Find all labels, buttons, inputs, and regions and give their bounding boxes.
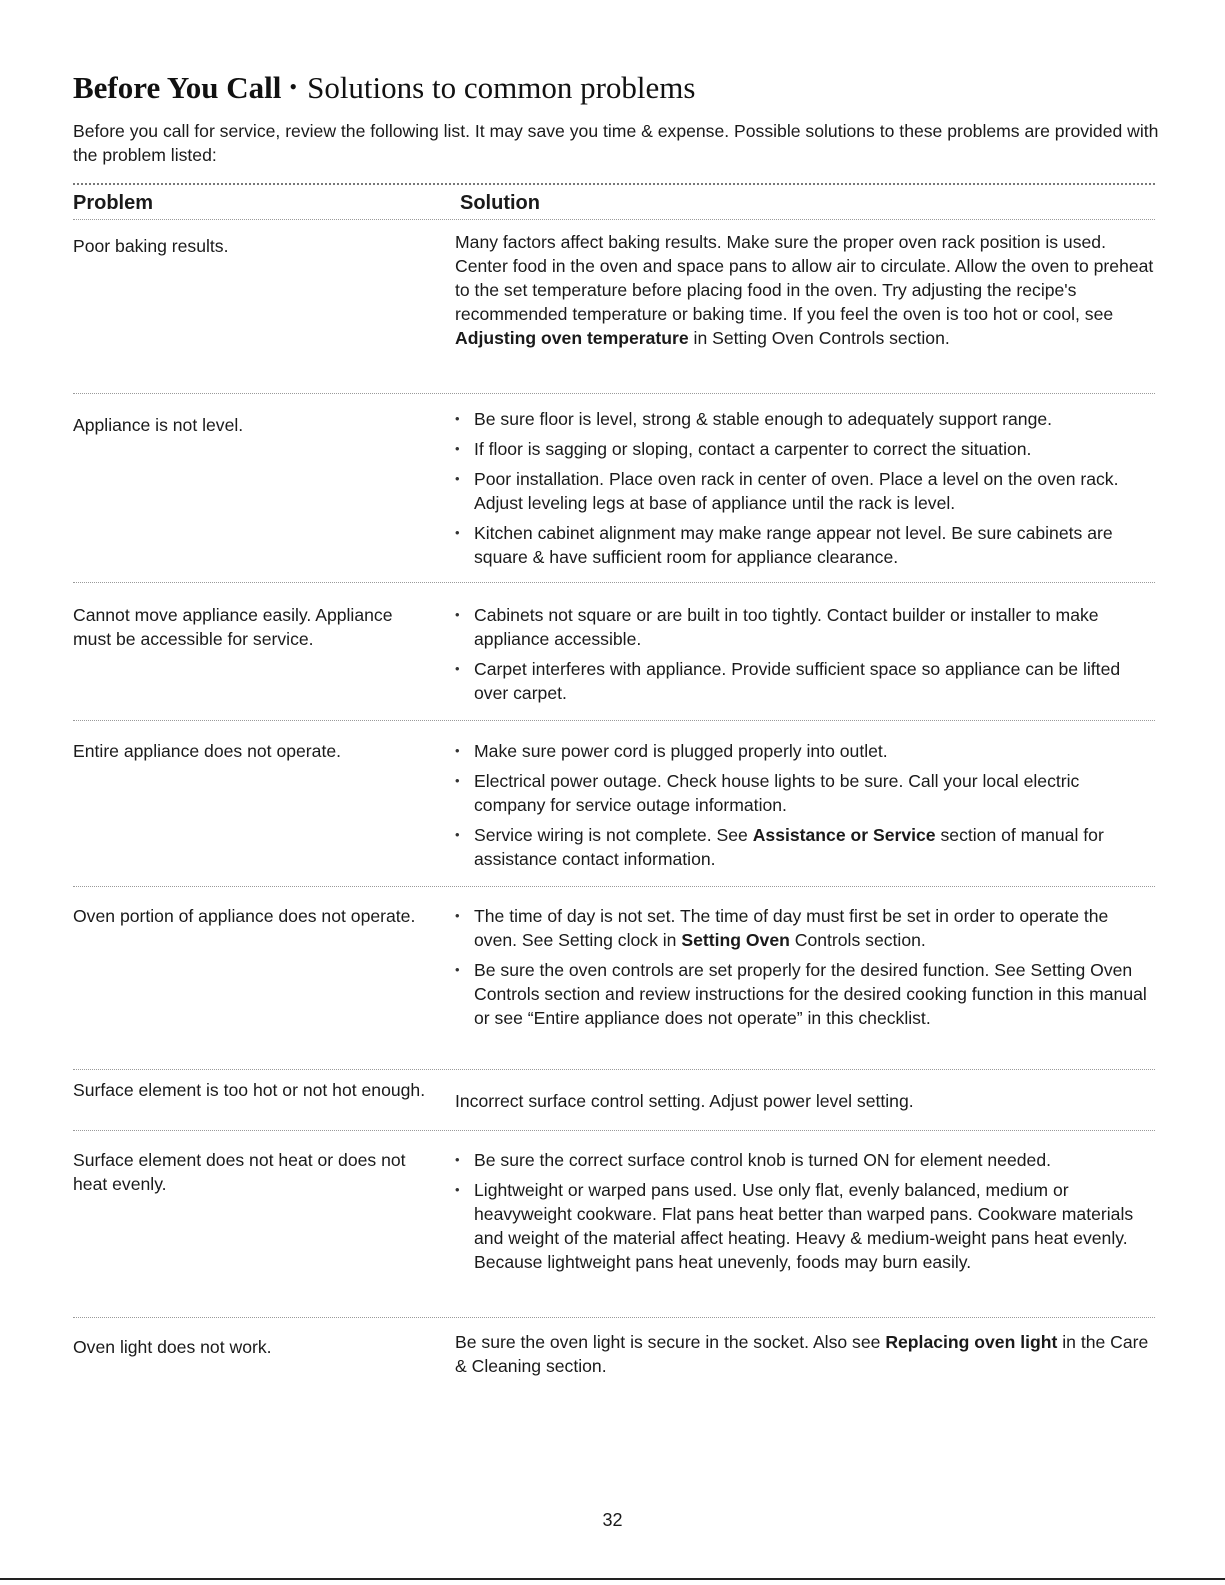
intro-paragraph: Before you call for service, review the following list. It may save you time & expense. Possible solutions to these problems are provided with the problem listed: bbox=[73, 121, 1159, 165]
problem-poor-baking: Poor baking results. bbox=[73, 236, 229, 256]
list-item: • Electrical power outage. Check house lights to be sure. Call your local electric company for service outage information. bbox=[455, 769, 1155, 817]
solution-text: section of manual for assistance contact information. bbox=[474, 825, 1104, 869]
solution-text: in Setting Oven Controls section. bbox=[688, 328, 950, 348]
page-bottom-edge bbox=[0, 1578, 1225, 1580]
list-item bbox=[455, 904, 1155, 952]
row-divider bbox=[73, 1130, 1155, 1131]
problem-oven-portion: Oven portion of appliance does not operate. bbox=[73, 906, 416, 926]
problem-column-header: Problem bbox=[73, 192, 154, 214]
row-divider bbox=[73, 582, 1155, 583]
solution-text: Service wiring is not complete. See bbox=[474, 825, 753, 845]
solution-oven-light bbox=[455, 1330, 1155, 1378]
row-divider bbox=[73, 720, 1155, 721]
page-subtitle: Solutions to common problems bbox=[307, 70, 696, 105]
list-item: • Carpet interferes with appliance. Provide sufficient space so appliance can be lifted over carpet. bbox=[455, 657, 1155, 705]
reference-link-text: Setting Oven bbox=[681, 930, 790, 950]
list-item: • Be sure the oven controls are set properly for the desired function. See Setting Oven Controls section and review instructions for the desired cooking function in this manual or see “Entire appliance does not operate” in this checklist. bbox=[455, 958, 1155, 1030]
list-item: • Lightweight or warped pans used. Use only flat, evenly balanced, medium or heavyweight cookware. Flat pans heat better than warped pans. Cookware materials and weight of the material affect heating. Heavy & medium-weight pans heat evenly. Because lightweight pans heat unevenly, foods may burn easily. bbox=[455, 1178, 1155, 1274]
list-item: • Make sure power cord is plugged properly into outlet. bbox=[455, 739, 1155, 763]
solution-text: Controls section. bbox=[789, 930, 926, 950]
solution-text: in the Care & Cleaning section. bbox=[455, 1332, 1149, 1376]
page-title-bold: Before You Call bbox=[73, 70, 282, 105]
reference-link-text: Adjusting oven temperature bbox=[455, 328, 689, 348]
problem-oven-light: Oven light does not work. bbox=[73, 1337, 272, 1357]
list-item: • Be sure the correct surface control knob is turned ON for element needed. bbox=[455, 1148, 1155, 1172]
problem-surface-not-heat: Surface element does not heat or does not heat evenly. bbox=[73, 1150, 406, 1194]
row-divider bbox=[73, 1317, 1155, 1318]
list-item: • Cabinets not square or are built in too tightly. Contact builder or installer to make appliance accessible. bbox=[455, 603, 1155, 651]
solution-list-does-not-operate bbox=[455, 739, 1155, 877]
solution-list-cannot-move bbox=[455, 603, 1155, 711]
list-item bbox=[455, 823, 1155, 871]
header-rule bbox=[73, 219, 1155, 220]
list-item: • If floor is sagging or sloping, contact a carpenter to correct the situation. bbox=[455, 437, 1155, 461]
row-divider bbox=[73, 1069, 1155, 1070]
solution-list-oven-portion bbox=[455, 904, 1155, 1036]
solution-list-not-level bbox=[455, 407, 1155, 575]
problem-does-not-operate: Entire appliance does not operate. bbox=[73, 741, 342, 761]
page-number: 32 bbox=[602, 1510, 623, 1530]
solution-poor-baking bbox=[455, 230, 1155, 350]
list-item: • Kitchen cabinet alignment may make range appear not level. Be sure cabinets are square & have sufficient room for appliance clearance. bbox=[455, 521, 1155, 569]
solution-text: The time of day is not set. The time of day must first be set in order to operate the oven. See Setting clock in bbox=[474, 906, 1109, 950]
solution-text: Be sure the oven light is secure in the socket. Also see bbox=[455, 1332, 886, 1352]
solution-text: Many factors affect baking results. Make sure the proper oven rack position is used. Center food in the oven and space pans to allow air to circulate. Allow the oven to preheat to the set temperature before placing food in the oven. Try adjusting the recipe's recommended temperature or baking time. If you feel the oven is too hot or cool, see bbox=[455, 232, 1154, 324]
reference-link-text: Replacing oven light bbox=[885, 1332, 1058, 1352]
row-divider bbox=[73, 886, 1155, 887]
title-separator: • bbox=[289, 74, 298, 99]
page-title bbox=[73, 70, 695, 106]
problem-cannot-move: Cannot move appliance easily. Appliance must be accessible for service. bbox=[73, 605, 393, 649]
solution-column-header: Solution bbox=[460, 192, 540, 214]
list-item: • Be sure floor is level, strong & stable enough to adequately support range. bbox=[455, 407, 1155, 431]
solution-list-surface-not-heat bbox=[455, 1148, 1155, 1280]
table-top-rule bbox=[73, 183, 1155, 185]
problem-surface-too-hot: Surface element is too hot or not hot enough. bbox=[73, 1080, 426, 1100]
solution-surface-too-hot: Incorrect surface control setting. Adjust power level setting. bbox=[455, 1091, 914, 1111]
problem-not-level: Appliance is not level. bbox=[73, 415, 244, 435]
reference-link-text: Assistance or Service bbox=[752, 825, 936, 845]
list-item: • Poor installation. Place oven rack in center of oven. Place a level on the oven rack. Adjust leveling legs at base of appliance until the rack is level. bbox=[455, 467, 1155, 515]
row-divider bbox=[73, 393, 1155, 394]
